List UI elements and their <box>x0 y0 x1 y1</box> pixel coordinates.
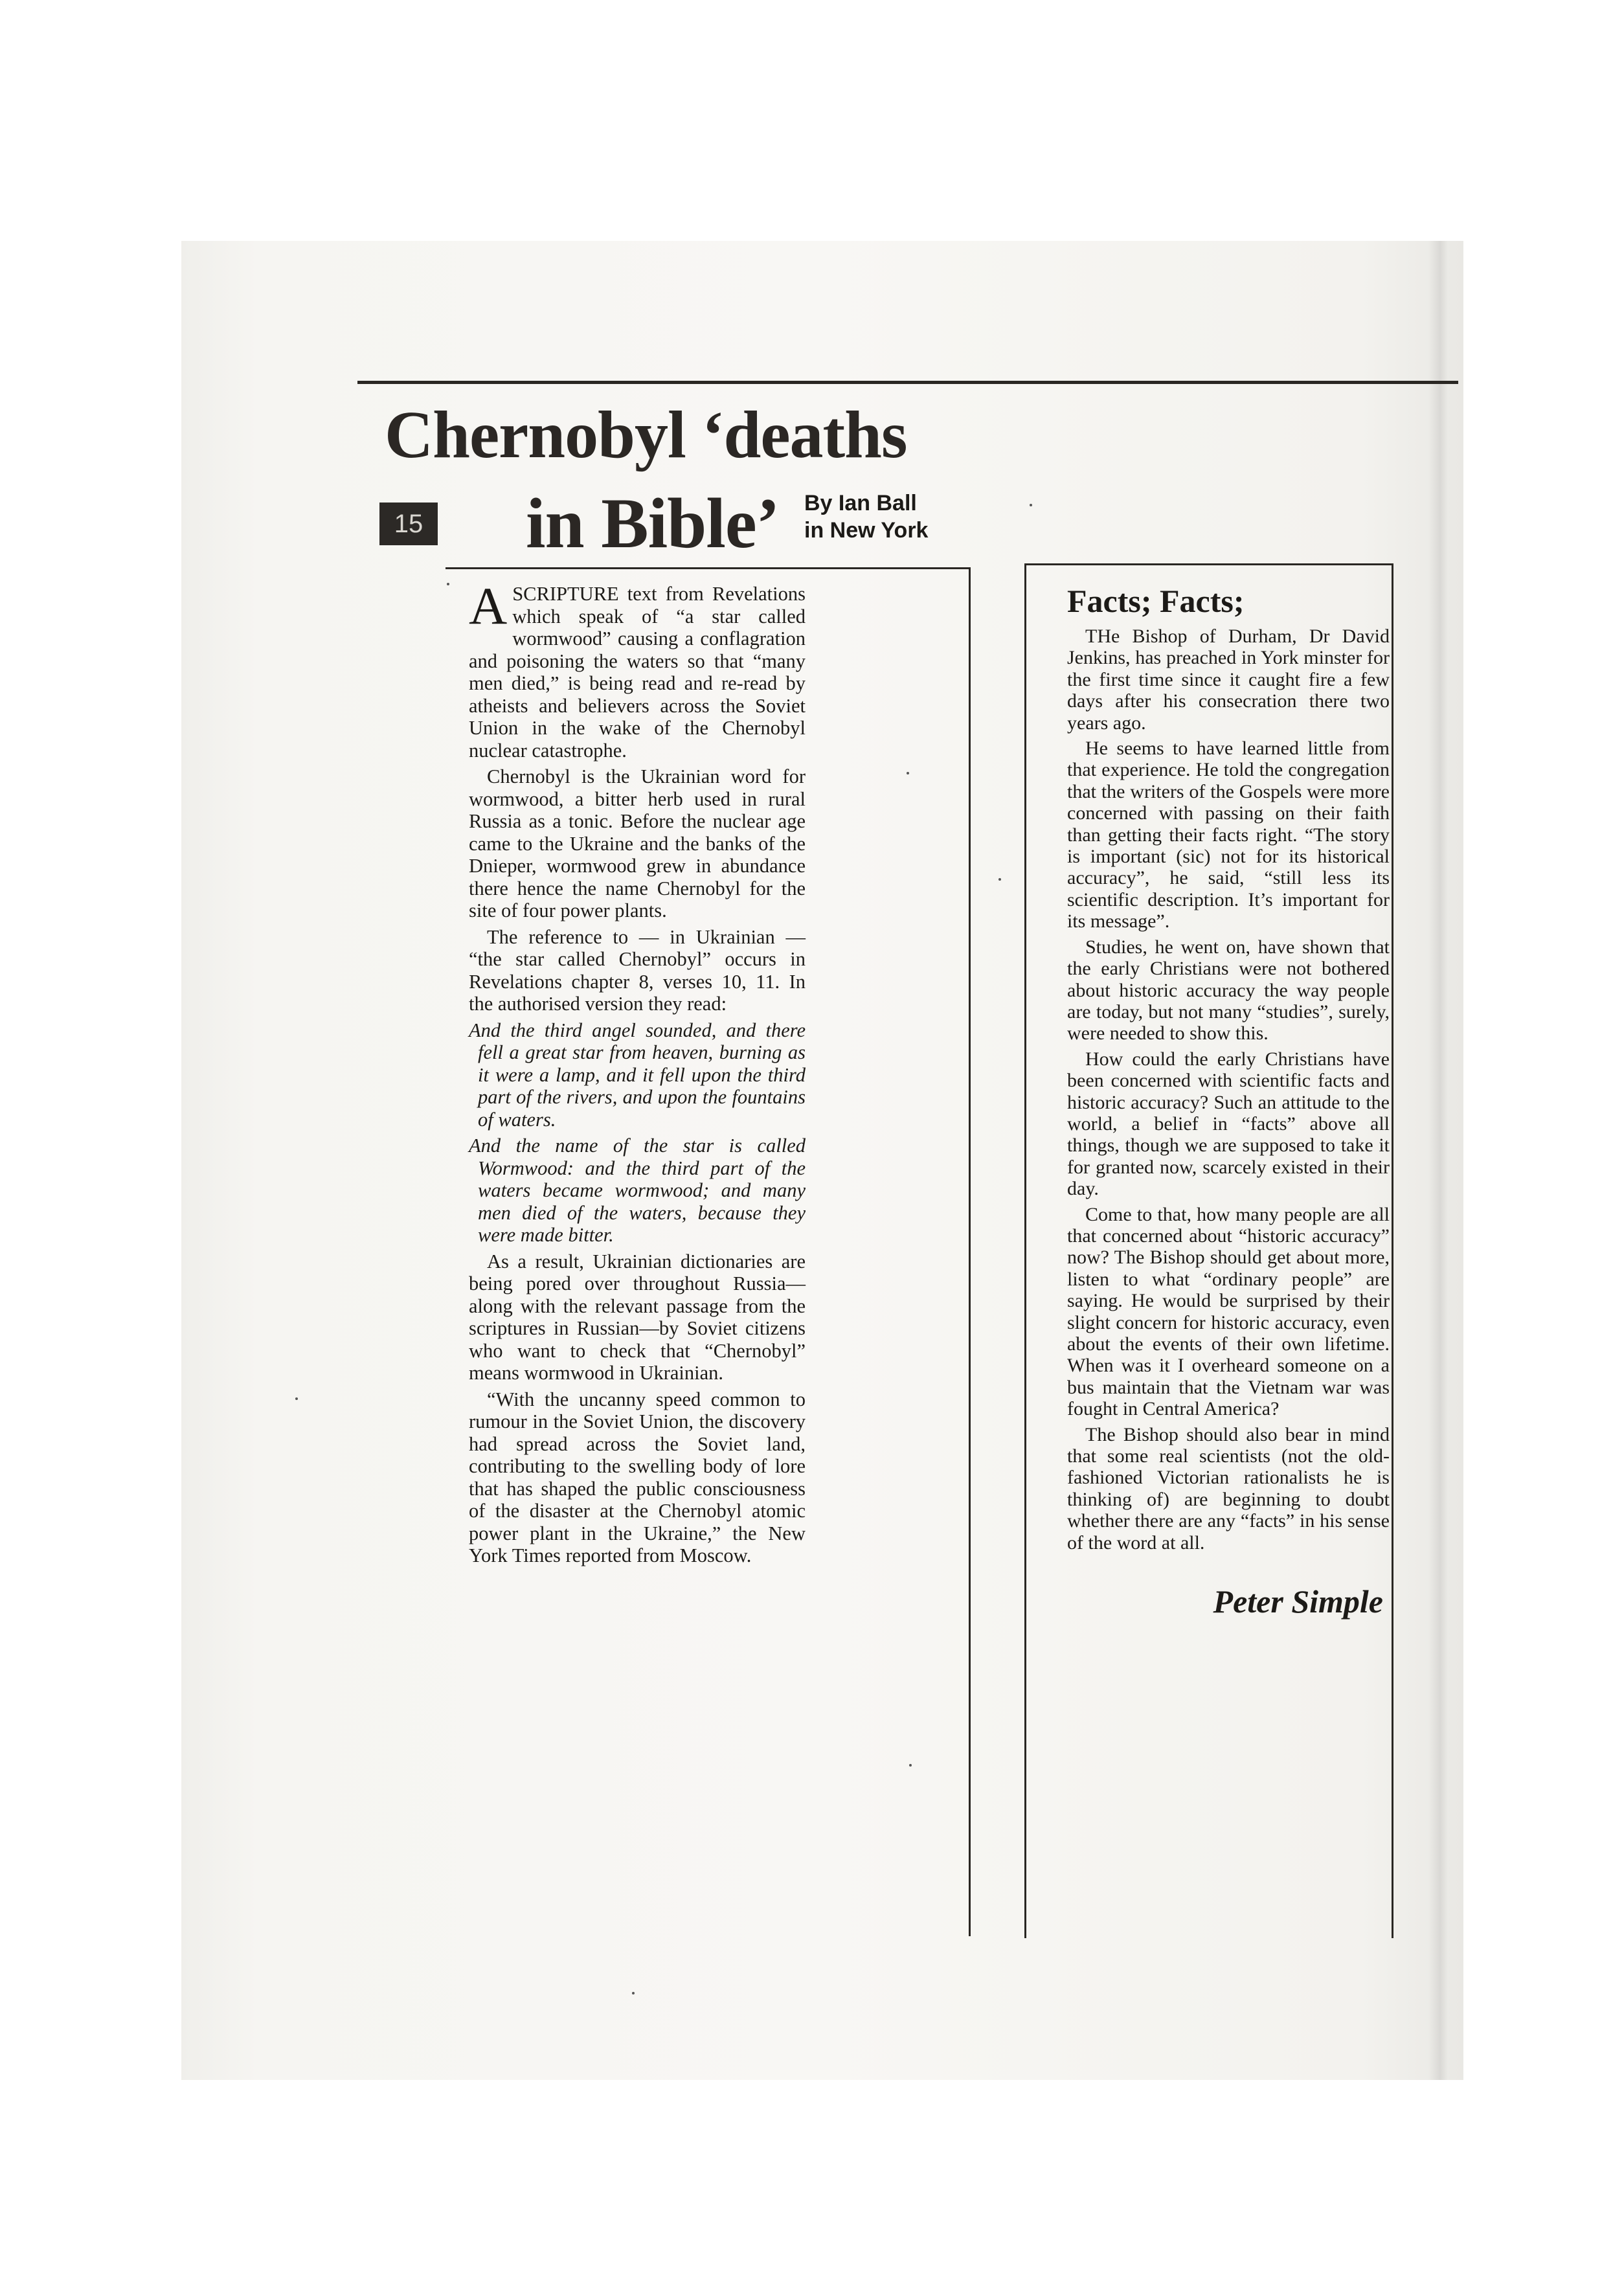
article-paragraph-4: As a result, Ukrainian dictionaries are being pored over throughout Russia—along with the relevant passage from the scriptures in Russian—by Soviet citizens who want to check that “Chernobyl” means wormwood in Ukrainian. <box>469 1250 806 1384</box>
column-paragraph-5: Come to that, how many people are all that concerned about “historic accuracy” now? The Bishop should get about more, listen to what “ordinary people” are saying. He would be surprised by their slight concern for historic accuracy, even about the events of their own lifetime. When was it I overheard someone on a bus maintain that the Vietnam war was fought in Central America? <box>1067 1203 1390 1420</box>
byline-author: By Ian Ball <box>804 491 917 515</box>
article-paragraph-3: The reference to — in Ukrainian — “the star called Chernobyl” occurs in Revelations chapter 8, verses 10, 11. In the authorised version they read: <box>469 925 806 1015</box>
column-rule-vertical <box>969 567 971 1936</box>
scan-speck <box>1030 504 1032 506</box>
headline-line-1: Chernobyl ‘deaths <box>385 398 907 472</box>
column-body <box>1067 583 1390 1620</box>
page-number-badge: 15 <box>379 503 438 545</box>
scan-speck <box>998 878 1001 881</box>
scan-speck <box>907 772 909 774</box>
headline-line-2: in Bible’ <box>526 484 780 563</box>
scan-speck <box>632 1992 635 1994</box>
scan-speck <box>295 1397 298 1400</box>
column-paragraph-1: THe Bishop of Durham, Dr David Jenkins, has preached in York minster for the first time since it caught fire a few days after his consecration there two years ago. <box>1067 626 1390 734</box>
drop-cap: A <box>469 576 508 635</box>
scan-speck <box>447 583 449 585</box>
column-paragraph-6: The Bishop should also bear in mind that some real scientists (not the old-fashioned Victorian rationalists he is thinking of) are beginning to doubt whether there are any “facts” in his sense of the word at all. <box>1067 1423 1390 1553</box>
column-title: Facts; Facts; <box>1067 583 1245 619</box>
column-signature: Peter Simple <box>1213 1583 1383 1620</box>
page-fold-shadow <box>1428 241 1448 2080</box>
scripture-quote-2: And the name of the star is called Wormwood: and the third part of the waters became wormwood; and many men died of the waters, because they were made bitter. <box>469 1135 806 1246</box>
scan-speck <box>909 1764 912 1767</box>
article-lead-text: SCRIPTURE text from Revelations which speak of “a star called wormwood” causing a conflagration and poisoning the waters so that “many men died,” is being read and re-read by atheists and believers across the Soviet Union in the wake of the Chernobyl nuclear catastrophe. <box>469 583 806 762</box>
article-body <box>469 576 806 1571</box>
byline-location: in New York <box>804 518 929 543</box>
scripture-quote-1: And the third angel sounded, and there fell a great star from heaven, burning as it were a lamp, and it fell upon the third part of the rivers, and upon the fountains of waters. <box>469 1019 806 1131</box>
byline <box>804 490 928 544</box>
article-paragraph-2: Chernobyl is the Ukrainian word for wormwood, a bitter herb used in rural Russia as a tonic. Before the nuclear age came to the Ukraine and the banks of the Dnieper, wormwood grew in abundance there hence the name Chernobyl for the site of four power plants. <box>469 765 806 921</box>
column-paragraph-2: He seems to have learned little from that experience. He told the congregation that the writers of the Gospels were more concerned with passing on their faith than getting their facts right. “The story is important (sic) not for its historical accuracy”, he said, “still less its scientific description. It’s important for its message”. <box>1067 738 1390 932</box>
column-rule-top <box>445 567 970 569</box>
article-paragraph-5: “With the uncanny speed common to rumour in the Soviet Union, the discovery had spread across the Soviet land, contributing to the swelling body of lore that has shaped the public consciousness of the disaster at the Chernobyl atomic power plant in the Ukraine,” the New York Times reported from Moscow. <box>469 1388 806 1566</box>
top-rule <box>357 381 1458 384</box>
column-paragraph-4: How could the early Christians have been concerned with scientific facts and historic accuracy? Such an attitude to the world, a belief in “facts” above all things, though we are supposed to take it for granted now, scarcely existed in their day. <box>1067 1048 1390 1200</box>
article-lead <box>469 576 806 762</box>
column-paragraph-3: Studies, he went on, have shown that the early Christians were not bothered about historic accuracy the way people are today, but not many “studies”, surely, were needed to show this. <box>1067 936 1390 1045</box>
